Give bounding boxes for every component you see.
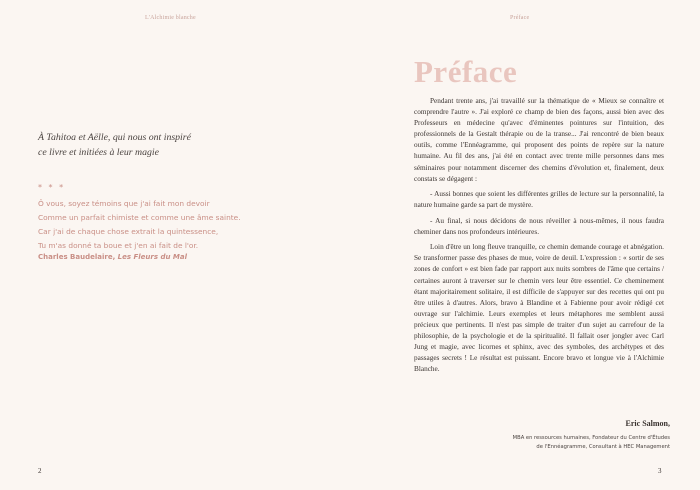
preface-body xyxy=(414,96,664,380)
section-ornament: * * * xyxy=(38,183,66,192)
credentials-line: de l'Ennéagramme, Consultant à HEC Management xyxy=(536,443,670,450)
epigraph-poem xyxy=(38,197,328,253)
attribution-work: Les Fleurs du Mal xyxy=(117,253,187,261)
dedication-line: ce livre et initiées à leur magie xyxy=(38,147,159,158)
paragraph: - Au final, si nous décidons de nous réveiller à nous-mêmes, il nous faudra cheminer dans nos profondeurs intérieures. xyxy=(414,216,664,236)
poem-line: Car j'ai de chaque chose extrait la quintessence, xyxy=(38,227,219,236)
poem-line: Ô vous, soyez témoins que j'ai fait mon devoir xyxy=(38,199,210,208)
dedication xyxy=(38,130,318,160)
paragraph: Loin d'être un long fleuve tranquille, ce chemin demande courage et abnégation. Se transformer passe des phases de mue, voire de deuil. L'expression : « sortir de ses zones de confort » est bien fade par rapport aux nuits sombres de l'âme que certains / certaines auront à traverser sur le chemin vers leur être essentiel. Ce cheminement étant majoritairement solitaire, il est difficile de s'appuyer sur des recettes qui ont pu être utiles à d'autres. Alors, bravo à Blandine et à Fabienne pour avoir rédigé cet ouvrage sur l'alchimie. Leurs exemples et leurs métaphores me semblent aussi précieux que pertinents. Il n'est pas simple de traiter d'un sujet au carrefour de la philosophie, de la psychologie et de la spiritualité. Il fallait oser jongler avec Carl Jung et magie, avec licornes et sphinx, avec des symboles, des archétypes et des passages secrets ! Le résultat est puissant. Encore bravo et longue vie à l'Alchimie Blanche. xyxy=(414,243,664,374)
credentials-line: MBA en ressources humaines, Fondateur du Centre d'Études xyxy=(512,435,670,441)
running-head-right: Préface xyxy=(510,15,530,21)
poem-line: Tu m'as donné ta boue et j'en ai fait de l'or. xyxy=(38,241,199,250)
poem-line: Comme un parfait chimiste et comme une âme sainte. xyxy=(38,213,241,222)
dedication-line: À Tahitoa et Aëlle, qui nous ont inspiré xyxy=(38,132,191,143)
author-credentials xyxy=(420,434,670,451)
author-signature: Eric Salmon, xyxy=(625,419,670,428)
right-page xyxy=(350,0,700,490)
epigraph-attribution xyxy=(38,253,187,261)
running-head-left: L'Alchimie blanche xyxy=(145,15,196,21)
page-number-left: 2 xyxy=(38,467,42,475)
paragraph: Pendant trente ans, j'ai travaillé sur la thématique de « Mieux se connaître et comprendre l'autre ». J'ai exploré ce champ de bien des façons, aussi bien avec des Professeurs en médecine qu'avec d'éminentes pointures sur l'intuition, des professionnels de la Gestalt thérapie ou de la transe... J'ai rencontré de bien beaux outils, comme l'Ennéagramme, qui proposent des points de repère sur la nature humaine. Au fil des ans, j'ai été en contact avec trente mille personnes dans mes séminaires pour notamment discerner des chemins d'évolution et, finalement, deux constats se dégagent : xyxy=(414,97,664,183)
page-title: Préface xyxy=(414,54,518,89)
page-number-right: 3 xyxy=(658,467,662,475)
attribution-author: Charles Baudelaire, xyxy=(38,253,118,261)
paragraph: - Aussi bonnes que soient les différentes grilles de lecture sur la personnalité, la nature humaine garde sa part de mystère. xyxy=(414,190,664,210)
